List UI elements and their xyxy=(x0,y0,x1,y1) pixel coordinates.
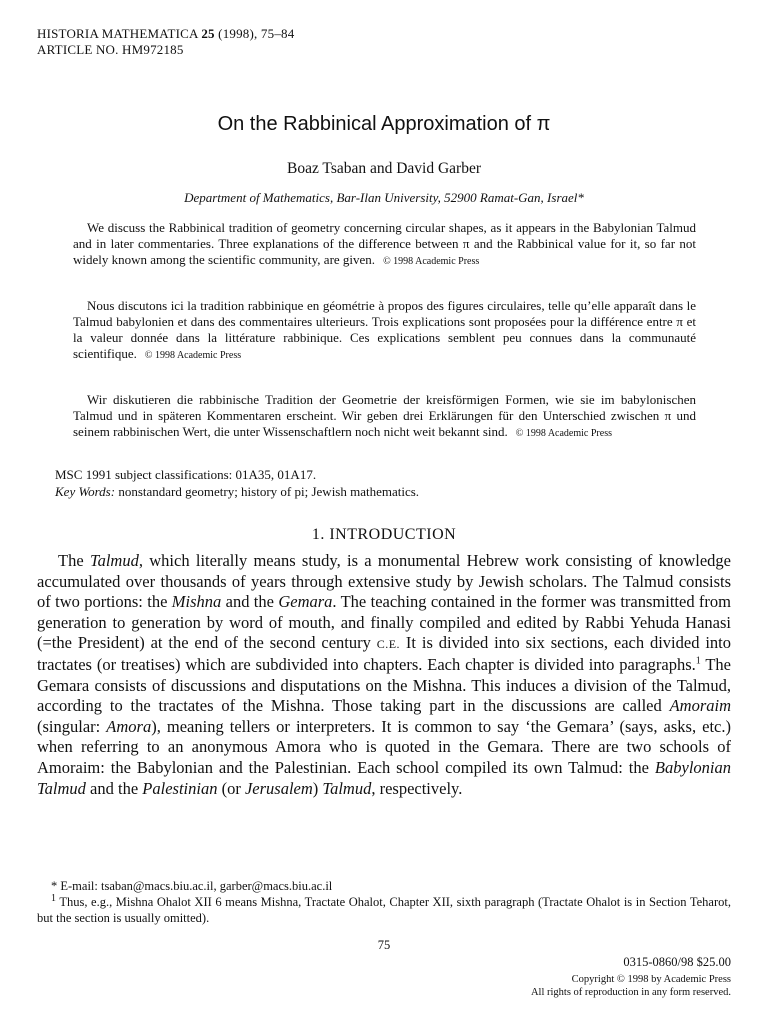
intro-text: The xyxy=(58,551,90,570)
intro-text: , respectively. xyxy=(371,778,463,798)
introduction-body xyxy=(37,551,731,799)
author-affiliation: Department of Mathematics, Bar-Ilan University, 52900 Ramat-Gan, Israel* xyxy=(184,190,584,205)
intro-text: . The teaching contained in the former was transmitted from generation to generation by word of mouth, and finally compiled and edited by Rabbi Yehuda Hanasi (=the President) at the end of the second century xyxy=(37,592,731,653)
term-jerusalem: Jerusalem xyxy=(244,778,313,798)
abstract-french-text: Nous discutons ici la tradition rabbinique en géométrie à propos des figures circulaires, telle qu’elle apparaît dans le Talmud babylonien et dans des commentaires ulterieurs. Trois explications sont proposées pour la différence entre π et la valeur donnée dans la littérature rabbinique. Ces explications semblent peu connues dans la communauté scientifique. xyxy=(73,298,696,361)
introduction-paragraph xyxy=(37,551,731,799)
journal-name: HISTORIA MATHEMATICA xyxy=(37,26,198,41)
intro-text: The Gemara consists of discussions and disputations on the Mishna. This induces a division of the Talmud, according to the tractates of the Mishna. Those taking part in the discussions are called xyxy=(37,654,731,716)
term-palestinian: Palestinian xyxy=(142,778,218,798)
keywords-line xyxy=(55,483,419,500)
abstract-french xyxy=(73,298,696,364)
term-talmud: Talmud xyxy=(89,551,139,570)
abstract-english xyxy=(73,220,696,270)
journal-volume: 25 xyxy=(201,26,215,41)
keywords-label: Key Words: xyxy=(55,484,116,499)
term-gemara: Gemara xyxy=(278,592,333,612)
intro-text: It is divided into six sections, each divided into tractates (or treatises) which are subdivided into chapters. Each chapter is divided into paragraphs. xyxy=(37,633,731,674)
email-footnote: * E-mail: tsaban@macs.biu.ac.il, garber@macs.biu.ac.il xyxy=(51,879,333,893)
intro-text: , which literally means study, is a monumental Hebrew work consisting of knowledge accumulated over thousands of years through extensive study by Jewish scholars. The Talmud consists of two portions: the xyxy=(37,551,731,612)
abstract-english-text: We discuss the Rabbinical tradition of geometry concerning circular shapes, as it appears in the Babylonian Talmud and in later commentaries. Three explanations of the difference between π and the Rabbinical value for it, so far not widely known among the scientific community, are given. xyxy=(73,220,696,267)
abstract-german-text: Wir diskutieren die rabbinische Tradition der Geometrie der kreisförmigen Formen, wie sie im babylonischen Talmud und in späteren Kommentaren erscheint. Wir geben drei Erklärungen für den Unterschied zwischen π und seinem rabbinischen Wert, die unter Wissenschaftlern noch nicht weit bekannt sind. xyxy=(73,392,696,439)
intro-text: ) xyxy=(312,778,323,798)
article-number: ARTICLE NO. HM972185 xyxy=(37,42,184,57)
copyright-notice xyxy=(531,973,731,999)
footnote-marker: 1 xyxy=(695,655,701,667)
msc-classification: MSC 1991 subject classifications: 01A35, 01A17. xyxy=(55,467,317,482)
intro-text: ), meaning tellers or interpreters. It is common to say ‘the Gemara’ (says, asks, etc.) when referring to an anonymous Amora who is quoted in the Gemara. There are two schools of Amoraim: the Babylonian and the Palestinian. Each school compiled its own Talmud: the xyxy=(37,716,731,777)
abstract-french-copyright: © 1998 Academic Press xyxy=(144,350,242,361)
paper-authors: Boaz Tsaban and David Garber xyxy=(286,160,482,177)
footnote-1-marker: 1 xyxy=(51,892,56,904)
copyright-line: Copyright © 1998 by Academic Press xyxy=(571,974,731,985)
rights-line: All rights of reproduction in any form reserved. xyxy=(530,987,731,998)
abstract-german-copyright: © 1998 Academic Press xyxy=(515,428,612,439)
footnotes xyxy=(37,878,731,926)
intro-text: (singular: xyxy=(37,716,107,736)
section-heading: 1. INTRODUCTION xyxy=(311,526,457,543)
classification-block xyxy=(55,466,419,500)
journal-header xyxy=(37,26,294,58)
footnote-1-text: Thus, e.g., Mishna Ohalot XII 6 means Mishna, Tractate Ohalot, Chapter XII, sixth paragraph (Tractate Ohalot is in Section Teharot, but the section is usually omitted). xyxy=(37,895,731,925)
term-talmud: Talmud xyxy=(322,778,372,798)
journal-citation xyxy=(37,26,294,42)
term-babylonian-talmud: Babylonian Talmud xyxy=(37,757,731,798)
footnote-1 xyxy=(37,894,731,926)
page-number: 75 xyxy=(377,938,391,952)
keywords-text: nonstandard geometry; history of pi; Jewish mathematics. xyxy=(115,484,420,499)
paper-title: On the Rabbinical Approximation of π xyxy=(217,113,551,135)
era-abbreviation: C.E. xyxy=(376,637,401,652)
abstract-german xyxy=(73,392,696,442)
intro-text: and the xyxy=(221,592,279,612)
term-amoraim: Amoraim xyxy=(669,696,731,716)
price-code: 0315-0860/98 $25.00 xyxy=(623,955,731,969)
term-amora: Amora xyxy=(106,716,152,736)
term-mishna: Mishna xyxy=(171,592,222,612)
abstract-english-copyright: © 1998 Academic Press xyxy=(383,256,480,267)
journal-year-pages: (1998), 75–84 xyxy=(218,26,295,41)
intro-text: (or xyxy=(217,778,245,798)
intro-text: and the xyxy=(85,778,143,798)
